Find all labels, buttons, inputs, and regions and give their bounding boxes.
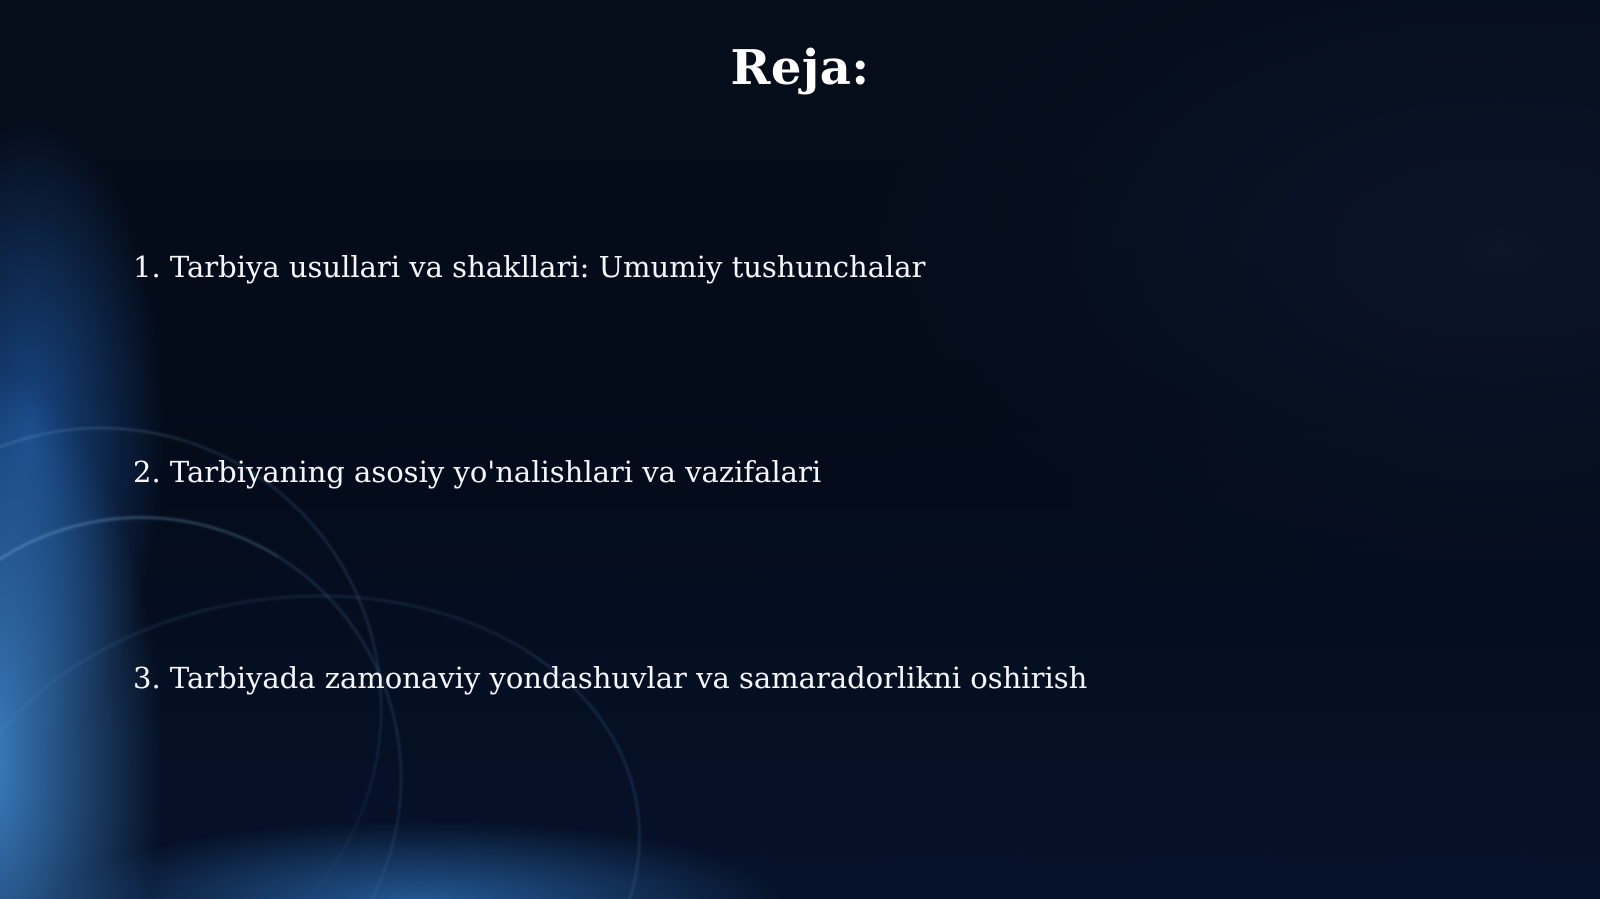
slide-title: Reja:	[730, 40, 870, 96]
plan-item-2: 2. Tarbiyaning asosiy yo'nalishlari va vazifalari	[133, 455, 822, 489]
plan-item-1: 1. Tarbiya usullari va shakllari: Umumiy tushunchalar	[133, 250, 926, 284]
plan-item-3: 3. Tarbiyada zamonaviy yondashuvlar va samaradorlikni oshirish	[133, 661, 1088, 695]
